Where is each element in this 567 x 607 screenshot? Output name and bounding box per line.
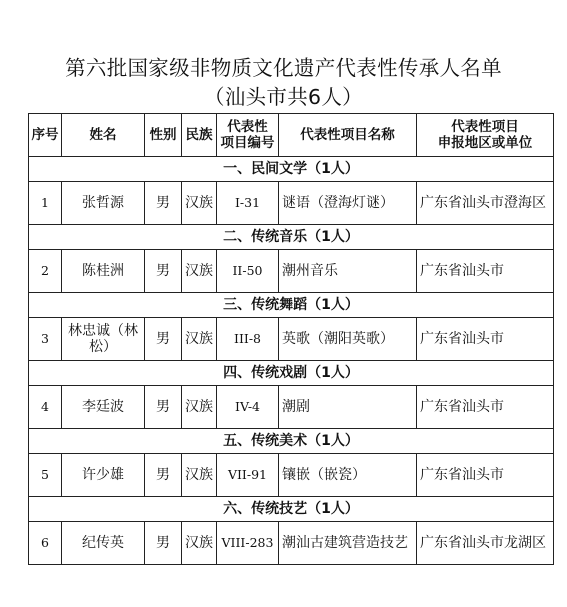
header-region-line2: 申报地区或单位	[437, 135, 533, 151]
gender-cell: 男	[145, 318, 182, 361]
category-row	[29, 157, 554, 182]
region-cell: 广东省汕头市	[417, 318, 554, 361]
project-code-cell: III-8	[217, 318, 279, 361]
ethnicity-cell: 汉族	[182, 182, 217, 225]
region-cell: 广东省汕头市	[417, 386, 554, 429]
category-row	[29, 497, 554, 522]
header-region	[417, 114, 554, 157]
inheritors-table	[28, 113, 554, 565]
gender-cell: 男	[145, 250, 182, 293]
gender-cell: 男	[145, 386, 182, 429]
category-row	[29, 429, 554, 454]
region-cell: 广东省汕头市	[417, 250, 554, 293]
gender-cell: 男	[145, 182, 182, 225]
project-name-cell: 镶嵌（嵌瓷）	[279, 454, 417, 497]
table-row	[29, 318, 554, 361]
name-cell: 李廷波	[62, 386, 145, 429]
ethnicity-cell: 汉族	[182, 522, 217, 565]
region-cell: 广东省汕头市	[417, 454, 554, 497]
header-region-line1: 代表性项目	[451, 119, 519, 135]
category-label: 五、传统美术（1人）	[29, 429, 554, 454]
document-subtitle: （汕头市共6人）	[204, 85, 363, 109]
seq-cell: 3	[29, 318, 62, 361]
category-row	[29, 225, 554, 250]
name-cell: 陈桂洲	[62, 250, 145, 293]
seq-cell: 1	[29, 182, 62, 225]
name-cell: 许少雄	[62, 454, 145, 497]
project-code-cell: IV-4	[217, 386, 279, 429]
document-title: 第六批国家级非物质文化遗产代表性传承人名单	[65, 56, 502, 80]
name-cell: 林忠诚（林松）	[62, 318, 145, 361]
ethnicity-cell: 汉族	[182, 250, 217, 293]
table-row	[29, 182, 554, 225]
region-cell: 广东省汕头市澄海区	[417, 182, 554, 225]
project-name-cell: 潮剧	[279, 386, 417, 429]
project-name-cell: 潮汕古建筑营造技艺	[279, 522, 417, 565]
header-ethnicity: 民族	[182, 114, 217, 157]
table-row	[29, 454, 554, 497]
ethnicity-cell: 汉族	[182, 386, 217, 429]
header-project-code	[217, 114, 279, 157]
project-name-cell: 潮州音乐	[279, 250, 417, 293]
header-name: 姓名	[62, 114, 145, 157]
project-name-cell: 谜语（澄海灯谜）	[279, 182, 417, 225]
project-code-cell: II-50	[217, 250, 279, 293]
category-label: 三、传统舞蹈（1人）	[29, 293, 554, 318]
project-code-cell: VII-91	[217, 454, 279, 497]
gender-cell: 男	[145, 454, 182, 497]
seq-cell: 6	[29, 522, 62, 565]
table-row	[29, 250, 554, 293]
category-label: 一、民间文学（1人）	[29, 157, 554, 182]
table-row	[29, 522, 554, 565]
table-row	[29, 386, 554, 429]
header-gender: 性别	[145, 114, 182, 157]
category-row	[29, 361, 554, 386]
seq-cell: 4	[29, 386, 62, 429]
category-label: 二、传统音乐（1人）	[29, 225, 554, 250]
ethnicity-cell: 汉族	[182, 318, 217, 361]
gender-cell: 男	[145, 522, 182, 565]
header-seq: 序号	[29, 114, 62, 157]
category-label: 四、传统戏剧（1人）	[29, 361, 554, 386]
project-code-cell: VIII-283	[217, 522, 279, 565]
project-name-cell: 英歌（潮阳英歌）	[279, 318, 417, 361]
header-project-name: 代表性项目名称	[279, 114, 417, 157]
seq-cell: 2	[29, 250, 62, 293]
header-code-line1: 代表性	[227, 119, 268, 135]
project-code-cell: I-31	[217, 182, 279, 225]
ethnicity-cell: 汉族	[182, 454, 217, 497]
table-header-row	[29, 114, 554, 157]
region-cell: 广东省汕头市龙湖区	[417, 522, 554, 565]
category-label: 六、传统技艺（1人）	[29, 497, 554, 522]
header-code-line2: 项目编号	[220, 135, 275, 151]
category-row	[29, 293, 554, 318]
name-cell: 纪传英	[62, 522, 145, 565]
name-cell: 张哲源	[62, 182, 145, 225]
seq-cell: 5	[29, 454, 62, 497]
